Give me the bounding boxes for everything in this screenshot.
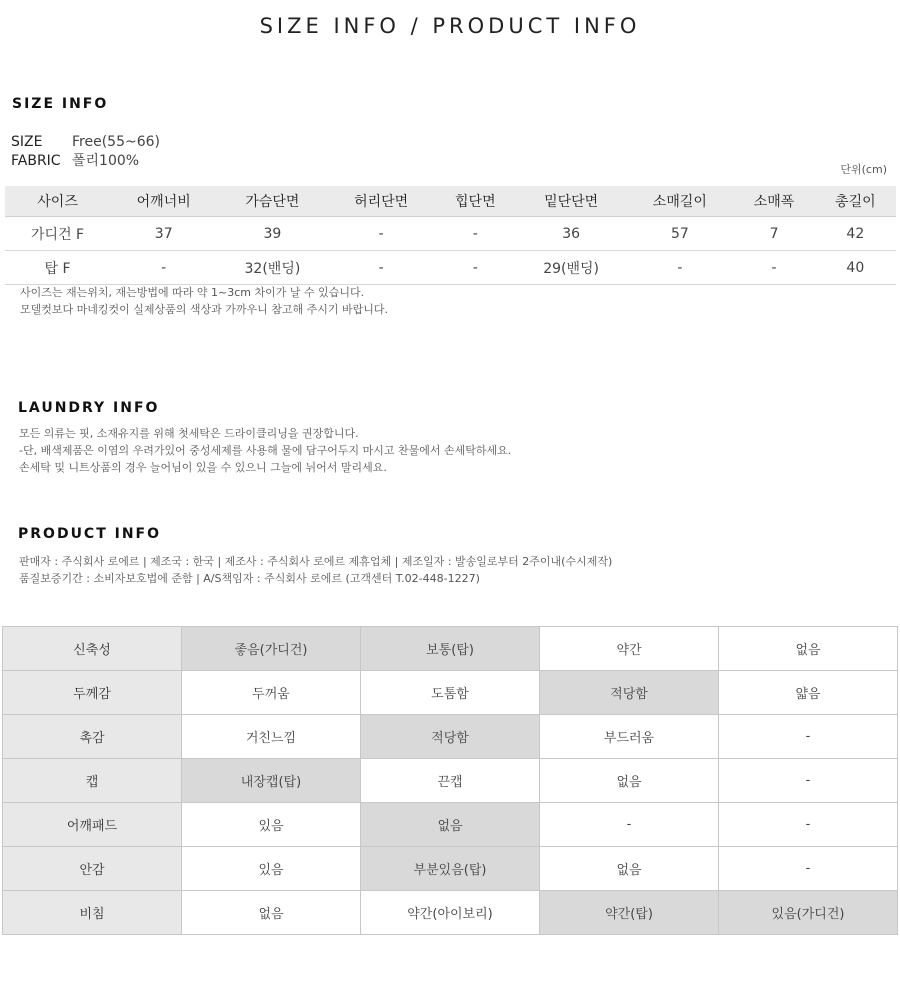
option-cell: 있음 xyxy=(182,847,361,891)
fabric-info-table xyxy=(2,626,898,935)
table-row xyxy=(3,847,898,891)
option-cell: - xyxy=(719,715,898,759)
option-cell: - xyxy=(719,803,898,847)
size-info-heading: SIZE INFO xyxy=(12,96,109,112)
option-cell: 적당함 xyxy=(361,715,540,759)
option-cell: 없음 xyxy=(719,627,898,671)
product-notes xyxy=(19,553,612,587)
table-row xyxy=(3,671,898,715)
size-value: Free(55~66) xyxy=(72,134,160,150)
option-cell: 약간 xyxy=(540,627,719,671)
table-row xyxy=(3,803,898,847)
option-cell: 없음 xyxy=(361,803,540,847)
option-cell: 부드러움 xyxy=(540,715,719,759)
option-cell: 내장캡(탑) xyxy=(182,759,361,803)
row-label: 캡 xyxy=(3,759,182,803)
col-header: 힙단면 xyxy=(435,186,516,217)
note-line: 사이즈는 재는위치, 재는방법에 따라 약 1~3cm 차이가 날 수 있습니다. xyxy=(20,286,365,299)
option-cell: 없음 xyxy=(182,891,361,935)
option-cell: 없음 xyxy=(540,759,719,803)
option-cell: 끈캡 xyxy=(361,759,540,803)
table-cell: 37 xyxy=(110,217,217,251)
table-row xyxy=(3,715,898,759)
col-header: 어깨너비 xyxy=(110,186,217,217)
row-label: 두께감 xyxy=(3,671,182,715)
note-line: 모델컷보다 마네킹컷이 실제상품의 색상과 가까우니 참고해 주시기 바랍니다. xyxy=(20,303,389,316)
size-table xyxy=(5,186,896,285)
col-header: 사이즈 xyxy=(5,186,110,217)
option-cell: 있음(가디건) xyxy=(719,891,898,935)
table-cell: 42 xyxy=(815,217,896,251)
table-row xyxy=(5,251,896,285)
table-cell: - xyxy=(110,251,217,285)
table-cell: 36 xyxy=(516,217,626,251)
laundry-notes xyxy=(19,425,511,476)
col-header: 총길이 xyxy=(815,186,896,217)
table-cell: - xyxy=(328,217,435,251)
product-info-heading: PRODUCT INFO xyxy=(18,526,162,542)
table-cell: 40 xyxy=(815,251,896,285)
option-cell: - xyxy=(719,759,898,803)
option-cell: 없음 xyxy=(540,847,719,891)
row-label: 촉감 xyxy=(3,715,182,759)
option-cell: 적당함 xyxy=(540,671,719,715)
table-cell: 29(밴딩) xyxy=(516,251,626,285)
table-row xyxy=(3,627,898,671)
col-header: 가슴단면 xyxy=(217,186,327,217)
col-header: 소매길이 xyxy=(626,186,733,217)
option-cell: 거친느낌 xyxy=(182,715,361,759)
table-row xyxy=(3,759,898,803)
table-row xyxy=(3,891,898,935)
fabric-spec xyxy=(11,150,139,170)
option-cell: - xyxy=(540,803,719,847)
fabric-value: 폴리100% xyxy=(72,153,140,169)
option-cell: 약간(아이보리) xyxy=(361,891,540,935)
table-cell: 32(밴딩) xyxy=(217,251,327,285)
laundry-info-heading: LAUNDRY INFO xyxy=(18,400,160,416)
col-header: 허리단면 xyxy=(328,186,435,217)
page-title: SIZE INFO / PRODUCT INFO xyxy=(259,14,641,38)
table-cell: - xyxy=(626,251,733,285)
size-spec xyxy=(11,134,160,150)
table-cell: 39 xyxy=(217,217,327,251)
row-label: 신축성 xyxy=(3,627,182,671)
size-table-header xyxy=(5,186,896,217)
table-cell: 7 xyxy=(733,217,814,251)
row-label: 어깨패드 xyxy=(3,803,182,847)
table-cell: - xyxy=(435,217,516,251)
table-cell: 57 xyxy=(626,217,733,251)
option-cell: 도톰함 xyxy=(361,671,540,715)
option-cell: 부분있음(탑) xyxy=(361,847,540,891)
option-cell: 좋음(가디건) xyxy=(182,627,361,671)
note-line: 모든 의류는 핏, 소재유지를 위해 첫세탁은 드라이클리닝을 권장합니다. xyxy=(19,427,359,440)
table-row xyxy=(5,217,896,251)
row-label: 안감 xyxy=(3,847,182,891)
col-header: 소매폭 xyxy=(733,186,814,217)
note-line: 판매자 : 주식회사 로에르 | 제조국 : 한국 | 제조사 : 주식회사 로에르 제휴업체 | 제조일자 : 발송일로부터 2주이내(수시제작) xyxy=(19,555,613,568)
fabric-key: FABRIC xyxy=(11,153,61,169)
size-key: SIZE xyxy=(11,134,43,150)
table-cell: - xyxy=(435,251,516,285)
option-cell: 보통(탑) xyxy=(361,627,540,671)
table-cell: - xyxy=(328,251,435,285)
option-cell: 약간(탑) xyxy=(540,891,719,935)
table-cell: 탑 F xyxy=(5,251,110,285)
note-line: 손세탁 및 니트상품의 경우 늘어님이 있을 수 있으니 그늘에 뉘어서 말리세요. xyxy=(19,461,387,474)
option-cell: - xyxy=(719,847,898,891)
option-cell: 얇음 xyxy=(719,671,898,715)
note-line: 품질보증기간 : 소비자보호법에 준함 | A/S책임자 : 주식회사 로에르 (고객센터 T.02-448-1227) xyxy=(19,572,480,585)
row-label: 비침 xyxy=(3,891,182,935)
note-line: -단, 배색제품은 이염의 우려가있어 중성세제를 사용해 물에 담구어두지 마시고 찬물에서 손세탁하세요. xyxy=(19,444,512,457)
table-cell: 가디건 F xyxy=(5,217,110,251)
size-notes xyxy=(20,284,388,318)
col-header: 밑단단면 xyxy=(516,186,626,217)
table-cell: - xyxy=(733,251,814,285)
option-cell: 두꺼움 xyxy=(182,671,361,715)
unit-label: 단위(cm) xyxy=(840,163,887,176)
option-cell: 있음 xyxy=(182,803,361,847)
